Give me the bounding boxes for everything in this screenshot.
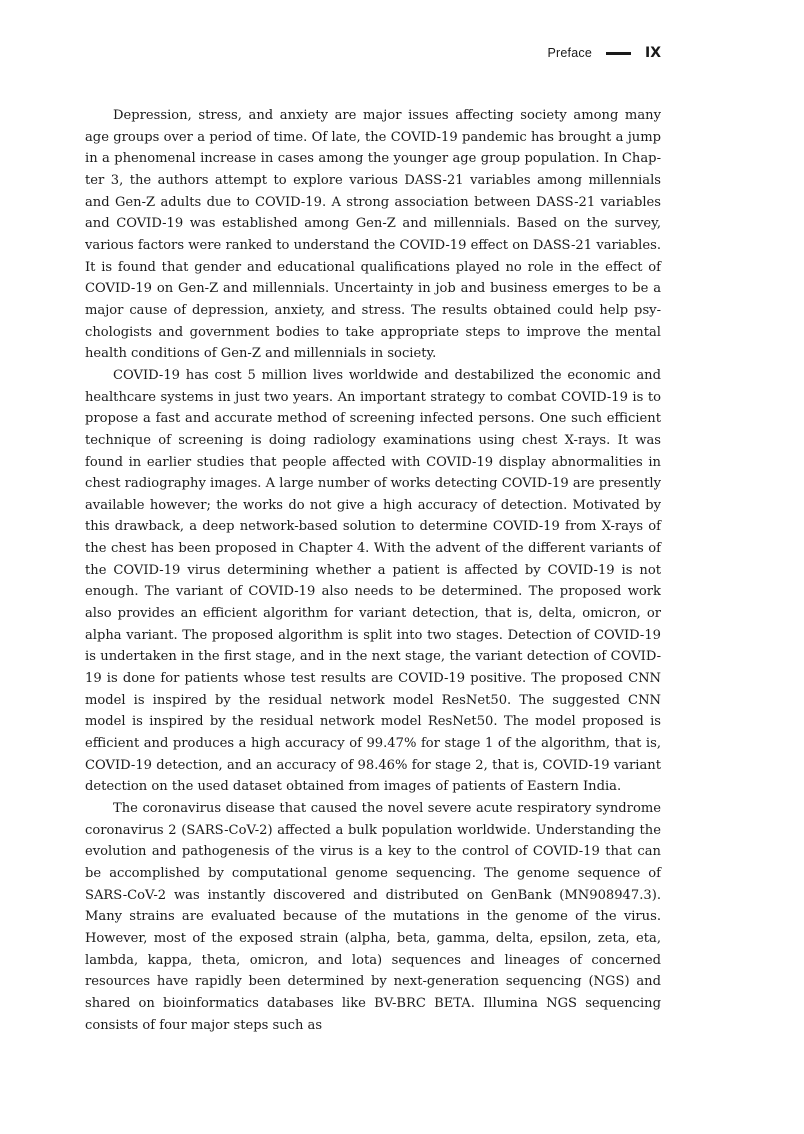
section-title: Preface bbox=[547, 46, 592, 60]
page-number: IX bbox=[644, 45, 661, 61]
paragraph-depression-gen-z: Depression, stress, and anxiety are major issues affecting society among many age groups over a period of time. Of late, the COVID-19 pandemic has brought a jump in a phenomenal increase in cases among the younger age group population. In Chapter 3, the authors attempt to explore various DASS-21 variables among millennials and Gen-Z adults due to COVID-19. A strong association between DASS-21 variables and COVID-19 was established among Gen-Z and millennials. Based on the survey, various factors were ranked to understand the COVID-19 effect on DASS-21 variables. It is found that gender and educational qualifications played no role in the effect of COVID-19 on Gen-Z and millennials. Uncertainty in job and business emerges to be a major cause of depression, anxiety, and stress. The results obtained could help psychologists and government bodies to take appropriate steps to improve the mental health conditions of Gen-Z and millennials in society. bbox=[85, 108, 661, 362]
paragraph-genome-sequencing: The coronavirus disease that caused the novel severe acute respiratory syndrome coronavirus 2 (SARS-CoV-2) affected a bulk population worldwide. Understanding the evolution and pathogenesis of the virus is a key to the control of COVID-19 that can be accomplished by computational genome sequencing. The genome sequence of SARS-CoV-2 was instantly discovered and distributed on GenBank (MN908947.3). Many strains are evaluated because of the mutations in the genome of the virus. However, most of the exposed strain (alpha, beta, gamma, delta, epsilon, zeta, eta, lambda, kappa, theta, omicron, and lota) sequences and lineages of concerned resources have rapidly been determined by next-generation sequencing (NGS) and shared on bioinformatics databases like BV-BRC BETA. Illumina NGS sequencing consists of four major steps such as bbox=[85, 801, 661, 1033]
running-header bbox=[548, 44, 662, 62]
paragraph-covid-xray-detection: COVID-19 has cost 5 million lives worldwide and destabilized the economic and healthcare systems in just two years. An important strategy to combat COVID-19 is to propose a fast and accurate method of screening infected persons. One such efficient technique of screening is doing radiology examinations using chest X-rays. It was found in earlier studies that people affected with COVID-19 display abnormalities in chest radiography images. A large number of works detecting COVID-19 are presently available however; the works do not give a high accuracy of detection. Motivated by this drawback, a deep network-based solution to determine COVID-19 from X-rays of the chest has been proposed in Chapter 4. With the advent of the different variants of the COVID-19 virus determining whether a patient is affected by COVID-19 is not enough. The variant of COVID-19 also needs to be determined. The proposed work also provides an efficient algorithm for variant detection, that is, delta, omicron, or alpha variant. The proposed algorithm is split into two stages. Detection of COVID-19 is undertaken in the first stage, and in the next stage, the variant detection of COVID-19 is done for patients whose test results are COVID-19 positive. The proposed CNN model is inspired by the residual network model ResNet50. The suggested CNN model is inspired by the residual network model ResNet50. The model proposed is efficient and produces a high accuracy of 99.47% for stage 1 of the algorithm, that is, COVID-19 detection, and an accuracy of 98.46% for stage 2, that is, COVID-19 variant detection on the used dataset obtained from images of patients of Eastern India. bbox=[85, 367, 661, 795]
body-text bbox=[85, 105, 661, 1036]
header-rule bbox=[606, 52, 631, 55]
